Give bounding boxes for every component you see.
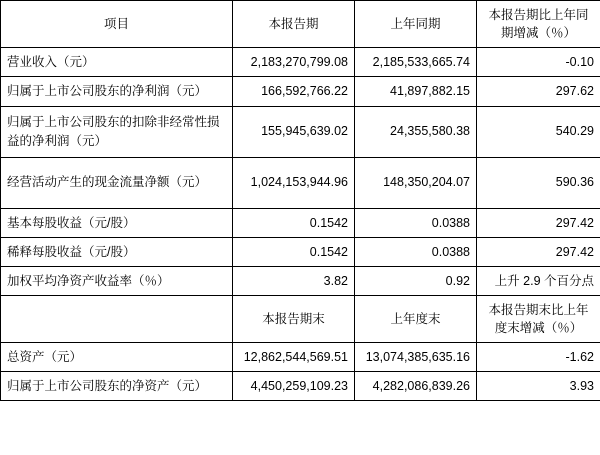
row-value-prior: 148,350,204.07 — [355, 157, 477, 208]
subheader-blank — [1, 295, 233, 342]
row-value-change: 3.93 — [477, 372, 600, 401]
row-value-prior: 0.92 — [355, 266, 477, 295]
row-value-change: 297.62 — [477, 77, 600, 106]
row-value-change: 590.36 — [477, 157, 600, 208]
row-label: 营业收入（元） — [1, 48, 233, 77]
column-header-prior-year-end: 上年度末 — [355, 295, 477, 342]
row-label: 经营活动产生的现金流量净额（元） — [1, 157, 233, 208]
table-row — [1, 157, 600, 208]
row-label: 稀释每股收益（元/股） — [1, 237, 233, 266]
row-value-current: 0.1542 — [233, 237, 355, 266]
column-header-change-pct-end: 本报告期末比上年度末增减（％） — [477, 295, 600, 342]
column-header-current-period-end: 本报告期末 — [233, 295, 355, 342]
row-value-current: 12,862,544,569.51 — [233, 343, 355, 372]
row-value-change: -1.62 — [477, 343, 600, 372]
row-value-prior: 4,282,086,839.26 — [355, 372, 477, 401]
row-value-change: 540.29 — [477, 106, 600, 157]
column-header-current-period: 本报告期 — [233, 1, 355, 48]
table-row — [1, 372, 600, 401]
table-header-row — [1, 1, 600, 48]
column-header-item: 项目 — [1, 1, 233, 48]
row-label: 基本每股收益（元/股） — [1, 208, 233, 237]
table-row — [1, 106, 600, 157]
row-value-prior: 41,897,882.15 — [355, 77, 477, 106]
row-value-prior: 2,185,533,665.74 — [355, 48, 477, 77]
table-row — [1, 237, 600, 266]
column-header-change-pct: 本报告期比上年同期增减（％） — [477, 1, 600, 48]
table-subheader-row — [1, 295, 600, 342]
row-label: 总资产（元） — [1, 343, 233, 372]
row-label: 归属于上市公司股东的扣除非经常性损益的净利润（元） — [1, 106, 233, 157]
row-value-change: -0.10 — [477, 48, 600, 77]
row-value-prior: 13,074,385,635.16 — [355, 343, 477, 372]
row-label: 归属于上市公司股东的净利润（元） — [1, 77, 233, 106]
row-value-prior: 0.0388 — [355, 208, 477, 237]
row-value-prior: 0.0388 — [355, 237, 477, 266]
row-value-current: 1,024,153,944.96 — [233, 157, 355, 208]
row-value-current: 3.82 — [233, 266, 355, 295]
table-row — [1, 266, 600, 295]
column-header-prior-period: 上年同期 — [355, 1, 477, 48]
row-value-current: 166,592,766.22 — [233, 77, 355, 106]
table-row — [1, 48, 600, 77]
row-value-current: 4,450,259,109.23 — [233, 372, 355, 401]
row-label: 加权平均净资产收益率（％） — [1, 266, 233, 295]
row-value-current: 155,945,639.02 — [233, 106, 355, 157]
row-value-current: 2,183,270,799.08 — [233, 48, 355, 77]
row-label: 归属于上市公司股东的净资产（元） — [1, 372, 233, 401]
table-row — [1, 343, 600, 372]
row-value-current: 0.1542 — [233, 208, 355, 237]
row-value-change: 297.42 — [477, 208, 600, 237]
row-value-prior: 24,355,580.38 — [355, 106, 477, 157]
table-row — [1, 208, 600, 237]
row-value-change: 上升 2.9 个百分点 — [477, 266, 600, 295]
row-value-change: 297.42 — [477, 237, 600, 266]
table-row — [1, 77, 600, 106]
